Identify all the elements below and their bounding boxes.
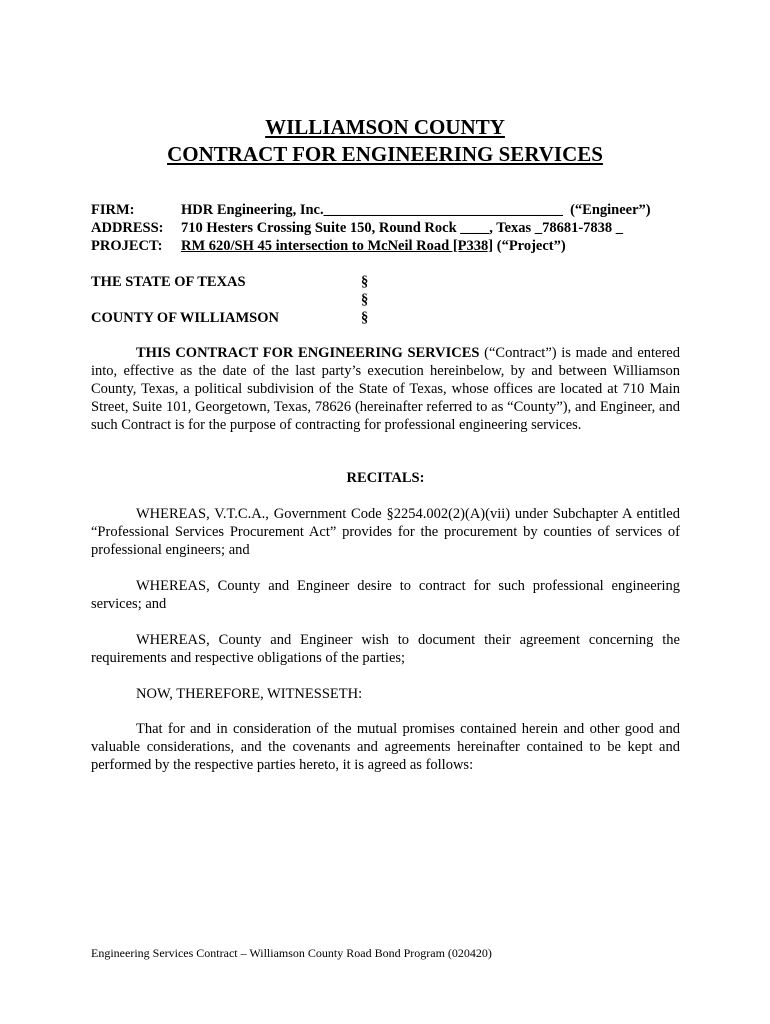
- address-value: 710 Hesters Crossing Suite 150, Round Rock ____, Texas _78681-7838 _: [181, 220, 624, 236]
- project-role: (“Project”): [493, 238, 566, 254]
- intro-bold: THIS CONTRACT FOR ENGINEERING SERVICES: [136, 345, 480, 361]
- title-county: WILLIAMSON COUNTY: [265, 115, 505, 139]
- intro-paragraph: [91, 344, 680, 434]
- whereas-paragraph-2: WHEREAS, County and Engineer desire to contract for such professional engineering services; and: [91, 578, 680, 612]
- firm-value: HDR Engineering, Inc._________________________________: [181, 202, 563, 218]
- agreement-paragraph: That for and in consideration of the mutual promises contained herein and other good and valuable considerations, and the covenants and agreements hereinafter contained to be kept and performed by the respective parties hereto, it is agreed as follows:: [91, 721, 680, 773]
- project-label: PROJECT:: [91, 238, 163, 254]
- address-line: [91, 219, 623, 237]
- firm-label: FIRM:: [91, 202, 135, 218]
- address-label: ADDRESS:: [91, 220, 164, 236]
- whereas-paragraph-3: WHEREAS, County and Engineer wish to document their agreement concerning the requirements and respective obligations of the parties;: [91, 632, 680, 666]
- firm-role: (“Engineer”): [570, 202, 651, 218]
- intro-text: (“Contract”) is made and entered into, effective as the date of the last party’s execution hereinbelow, by and between Williamson County, Texas, a political subdivision of the State of Texas, whose offices are located at 710 Main Street, Suite 101, Georgetown, Texas, 78626 (hereinafter referred to as “County”), and Engineer, and such Contract is for the purpose of contracting for professional engineering services.: [91, 345, 680, 433]
- title-contract: CONTRACT FOR ENGINEERING SERVICES: [167, 142, 603, 166]
- section-symbol-1: §: [361, 274, 369, 290]
- recitals-heading: RECITALS:: [346, 470, 425, 486]
- section-symbol-2: §: [361, 292, 369, 308]
- whereas-paragraph-1: WHEREAS, V.T.C.A., Government Code §2254.002(2)(A)(vii) under Subchapter A entitled “Professional Services Procurement Act” provides for the procurement by counties of services of professional engineers; and: [91, 506, 680, 558]
- county-of-williamson: COUNTY OF WILLIAMSON: [91, 310, 279, 326]
- firm-line: [91, 201, 651, 219]
- page-footer: Engineering Services Contract – Williamson County Road Bond Program (020420): [91, 946, 492, 960]
- section-symbol-3: §: [361, 310, 369, 326]
- witnesseth-paragraph: NOW, THEREFORE, WITNESSETH:: [136, 686, 363, 702]
- project-line: [91, 237, 566, 255]
- state-of-texas: THE STATE OF TEXAS: [91, 274, 246, 290]
- project-value: RM 620/SH 45 intersection to McNeil Road [P338]: [181, 238, 494, 254]
